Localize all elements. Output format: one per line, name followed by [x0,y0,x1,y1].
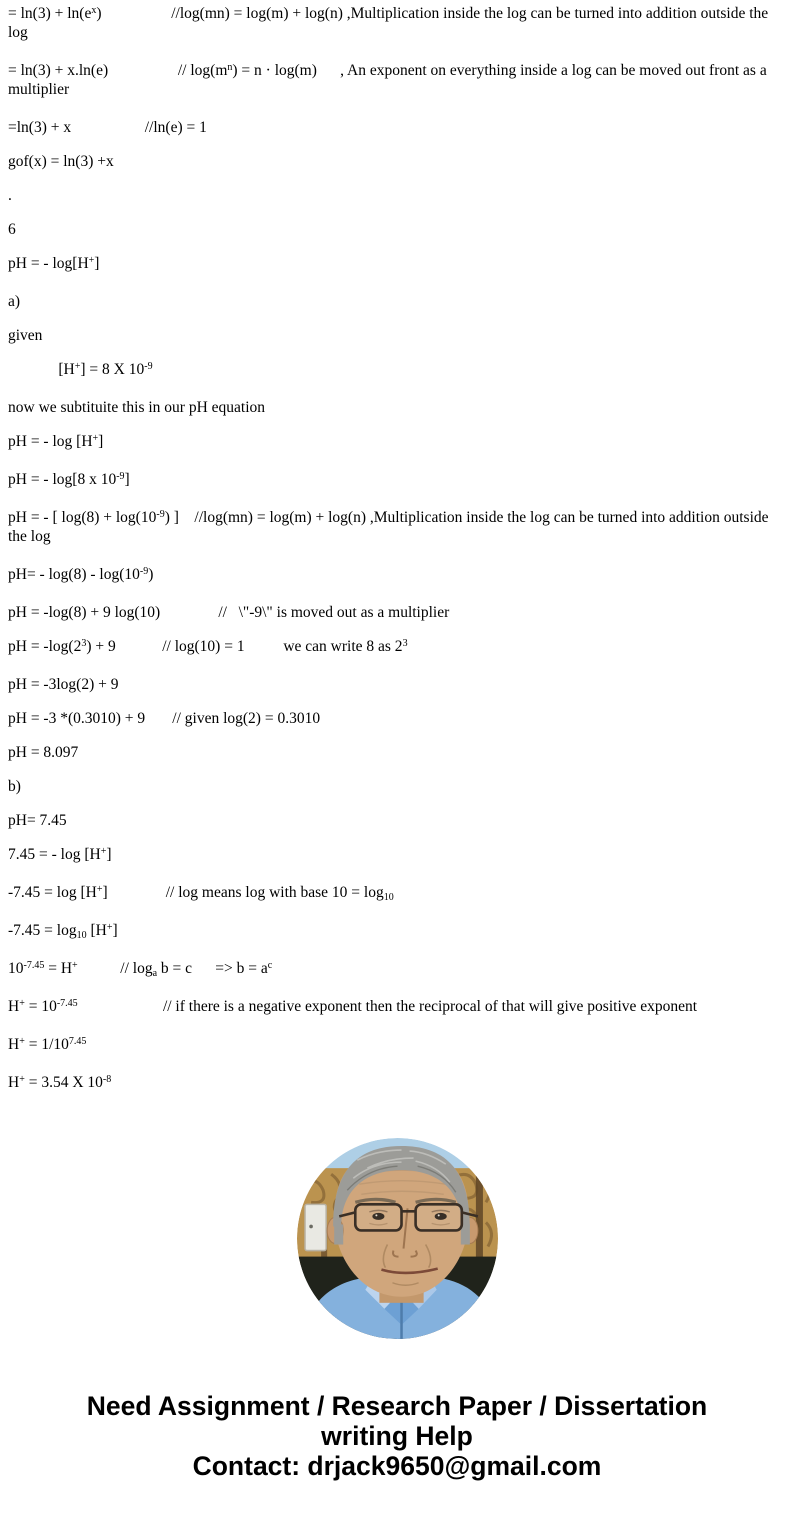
doc-line: . [8,187,12,204]
doc-line: pH = - log[8 x $10^{-9}$] [8,471,130,488]
doc-line: a) [8,293,21,310]
doc-line: [H+] = 8 X $10^{-9}$ [8,361,153,378]
doc-line: =ln(3) + x //ln(e) = 1 [8,119,207,136]
doc-line: pH = -log(8) + 9 log(10) // \"-9\" is moved out as a multiplier [8,604,450,621]
doc-line: b) [8,778,21,795]
doc-line: given [8,327,43,344]
doc-line: now we subtituite this in our pH equation [8,399,266,416]
doc-line: = $\ln(3) + \ln(e^x)$ //log(mn) = log(m) + log(n) ,Multiplication inside the log can be turned into addition outside the log [8,5,773,41]
doc-line: pH = 8.097 [8,744,79,761]
doc-line: pH = -3log(2) + 9 [8,676,119,693]
avatar-row [0,1138,794,1339]
doc-line: $-7.45 = \log_{10} [H^+]$ [8,922,118,941]
doc-line: 7.45 = - log [H+] [8,846,112,863]
person-profile-photo-icon [297,1138,498,1339]
doc-line: pH = -3 *(0.3010) + 9 // given log(2) = 0.3010 [8,710,321,727]
doc-line: pH = - [ $\log(8) + \log(10^{-9})$ ] //log(mn) = log(m) + log(n) ,Multiplication inside the log can be turned into addition outside the log [8,509,773,545]
doc-line: pH = - log[H+] [8,255,100,272]
doc-line: pH = $-\log(2^3) + 9$ // log(10) = 1 we can write 8 as $2^3$ [8,638,408,655]
doc-line: $H^+ = 10^{-7.45}$ // if there is a negative exponent then the reciprocal of that will give positive exponent [8,998,698,1015]
doc-line: H+ = 3.54 X $10^{-8}$ [8,1074,112,1091]
doc-line: -7.45 = log [H+] // log means log with base $10 = \log_{10}$ [8,884,394,903]
doc-line: pH = - log [H+] [8,433,104,450]
doc-line: 6 [8,221,16,238]
photo-switch-plate [305,1204,326,1250]
doc-line: $H^+ = 1/10^{7.45}$ [8,1036,87,1053]
footer-heading-line-1: Need Assignment / Research Paper / Dissertation [86,1391,708,1421]
footer-heading-line-2: writing Help [321,1421,473,1451]
doc-line: pH= 7.45 [8,812,67,829]
footer-banner [0,1391,794,1481]
doc-line: gof(x) = ln(3) +x [8,153,114,170]
doc-line: $pH= - \log(8) - \log(10^{-9})$ [8,566,154,583]
doc-line: $10^{-7.45} = H^+$ // $\log_a b = c$ => $b = a^c$ [8,960,273,979]
doc-line: = ln(3) + x.ln(e) // $\log(m^n) = n \cdot \log(m)$ , An exponent on everything inside a log can be moved out front as a multiplier [8,62,771,98]
footer-contact-line: Contact: drjack9650@gmail.com [192,1451,602,1481]
